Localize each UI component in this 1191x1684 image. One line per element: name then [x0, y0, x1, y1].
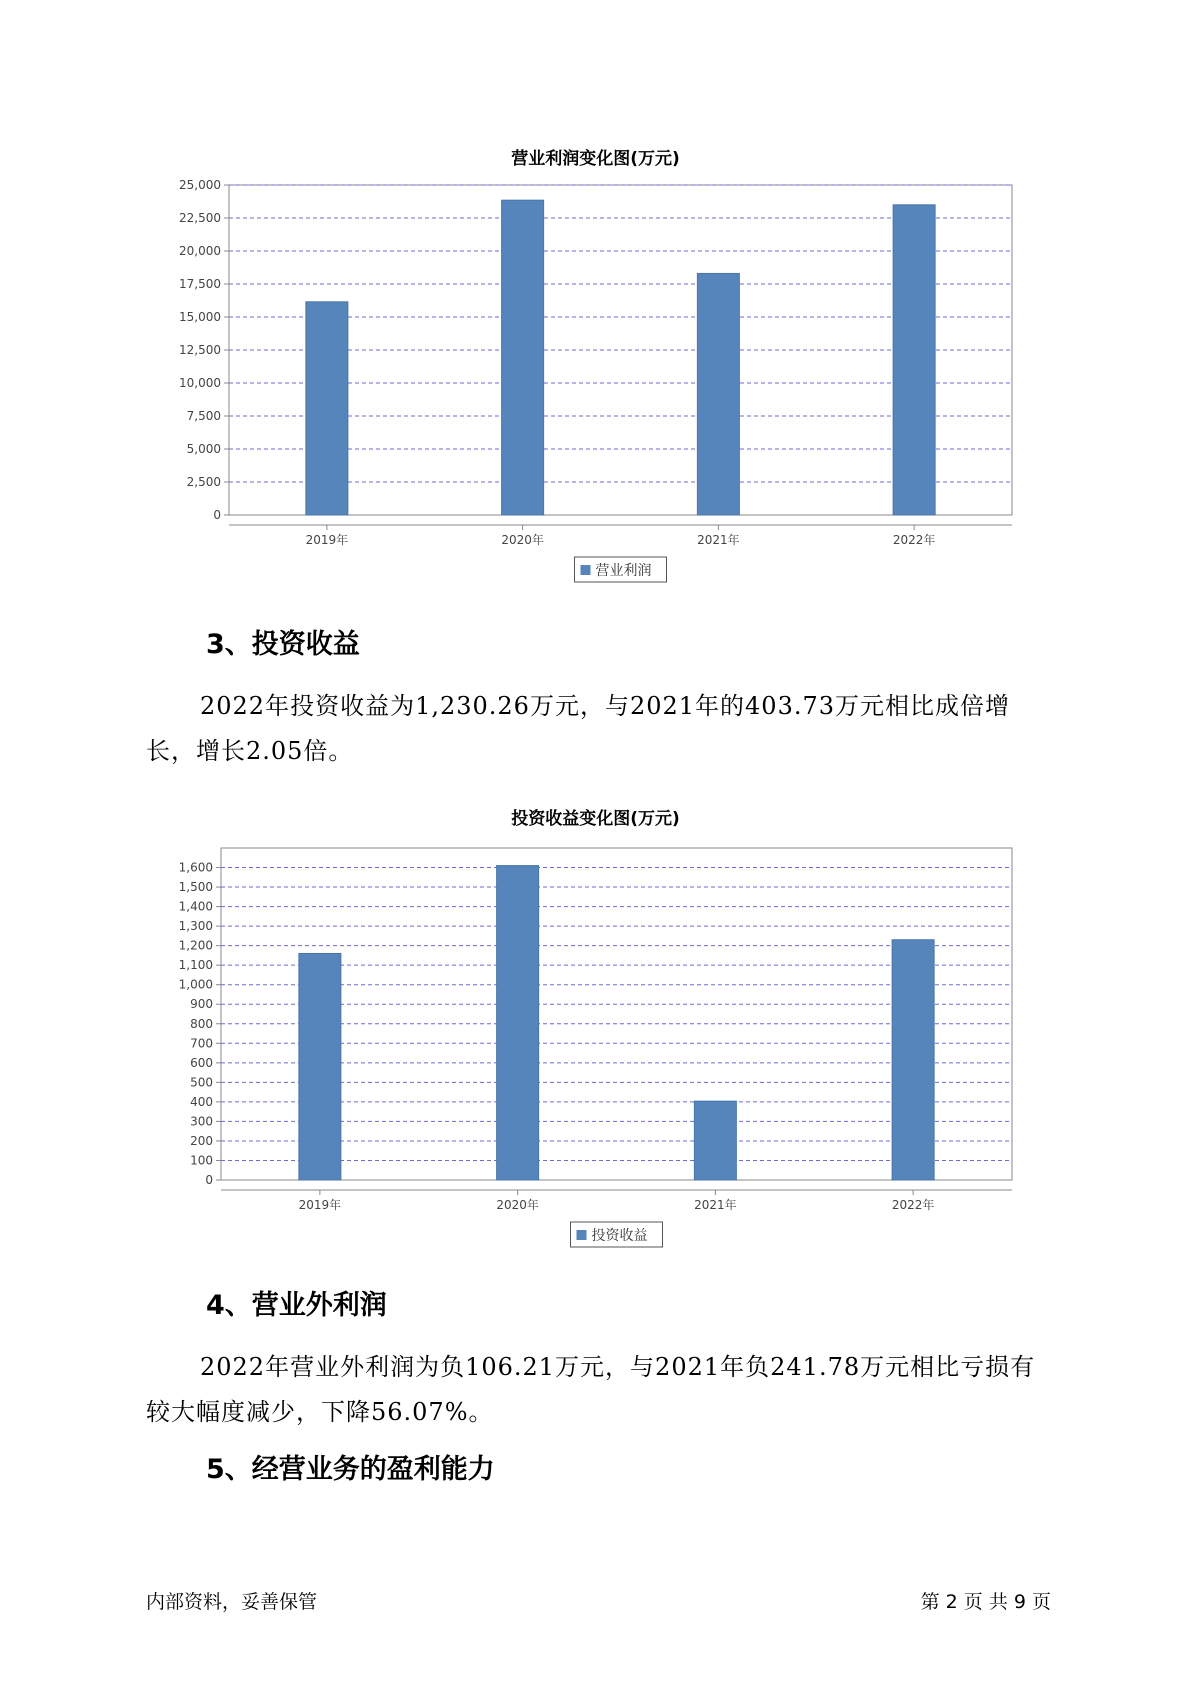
chart1-bar [306, 302, 348, 515]
chart1-ytick-label: 12,500 [179, 343, 221, 357]
footer-confidential-note: 内部资料，妥善保管 [146, 1591, 318, 1613]
chart2-ytick-label: 0 [205, 1173, 213, 1187]
section3-heading: 3、投资收益 [206, 629, 360, 660]
chart2-xtick-label: 2021年 [694, 1198, 737, 1212]
footer-page-number: 第 2 页 共 9 页 [920, 1591, 1051, 1613]
operating-profit-chart [0, 170, 1191, 590]
chart1-ytick-label: 7,500 [186, 409, 221, 423]
chart2-ytick-label: 1,300 [178, 919, 213, 934]
chart2-ytick-label: 1,000 [178, 977, 213, 992]
chart2-xtick-label: 2022年 [891, 1198, 935, 1212]
chart2-ytick-label: 900 [190, 997, 213, 1012]
chart2-bar [497, 866, 539, 1180]
chart1-ytick-label: 17,500 [179, 277, 221, 291]
chart2-bar [299, 953, 341, 1180]
chart2-ytick-label: 500 [190, 1075, 213, 1090]
chart1-legend-label: 营业利润 [595, 563, 652, 579]
chart2-bar [892, 940, 934, 1180]
chart2-ytick-label: 1,200 [178, 938, 213, 953]
chart2-ytick-label: 100 [190, 1153, 213, 1168]
chart1-xtick-label: 2022年 [892, 533, 936, 547]
chart2-ytick-label: 700 [190, 1036, 213, 1051]
chart2-xtick-label: 2019年 [298, 1198, 342, 1212]
chart1-ytick-label: 22,500 [179, 211, 221, 225]
chart2-xtick-label: 2020年 [496, 1198, 539, 1212]
section4-paragraph: 2022年营业外利润为负106.21万元，与2021年负241.78万元相比亏损有较大幅度减少，下降56.07%。 [146, 1353, 1036, 1426]
chart1-ytick-label: 5,000 [186, 442, 221, 456]
chart1-ytick-label: 15,000 [179, 310, 221, 324]
chart1-legend-swatch [581, 565, 591, 575]
section5-heading: 5、经营业务的盈利能力 [206, 1454, 495, 1485]
chart2-ytick-label: 800 [190, 1016, 213, 1031]
chart1-bar [893, 205, 935, 515]
chart2-ytick-label: 600 [190, 1055, 213, 1070]
chart2-ytick-label: 400 [190, 1094, 213, 1109]
chart1-ytick-label: 2,500 [186, 475, 221, 489]
chart1-ytick-label: 0 [213, 508, 221, 522]
chart1-xtick-label: 2020年 [501, 533, 544, 547]
chart1-ytick-label: 10,000 [179, 376, 221, 390]
chart1-ytick-label: 20,000 [179, 244, 221, 258]
chart2-ytick-label: 300 [190, 1114, 213, 1129]
chart1-xtick-label: 2021年 [697, 533, 740, 547]
chart2-ytick-label: 1,100 [178, 958, 213, 973]
chart2-legend-label: 投资收益 [591, 1228, 648, 1244]
chart1-title: 营业利润变化图(万元) [511, 149, 680, 169]
chart1-ytick-label: 25,000 [179, 178, 221, 192]
chart2-ytick-label: 200 [190, 1133, 213, 1148]
chart2-title: 投资收益变化图(万元) [511, 809, 680, 829]
investment-income-chart [0, 830, 1191, 1250]
chart2-ytick-label: 1,600 [178, 860, 213, 875]
section4-heading: 4、营业外利润 [206, 1290, 387, 1321]
section3-paragraph: 2022年投资收益为1,230.26万元，与2021年的403.73万元相比成倍增长，增长2.05倍。 [146, 692, 1011, 765]
chart2-ytick-label: 1,400 [178, 899, 213, 914]
chart2-legend-swatch [577, 1230, 587, 1240]
chart1-bar [502, 200, 544, 515]
chart2-bar [694, 1101, 736, 1180]
chart1-xtick-label: 2019年 [305, 533, 349, 547]
chart2-ytick-label: 1,500 [178, 880, 213, 895]
chart1-bar [697, 273, 739, 515]
